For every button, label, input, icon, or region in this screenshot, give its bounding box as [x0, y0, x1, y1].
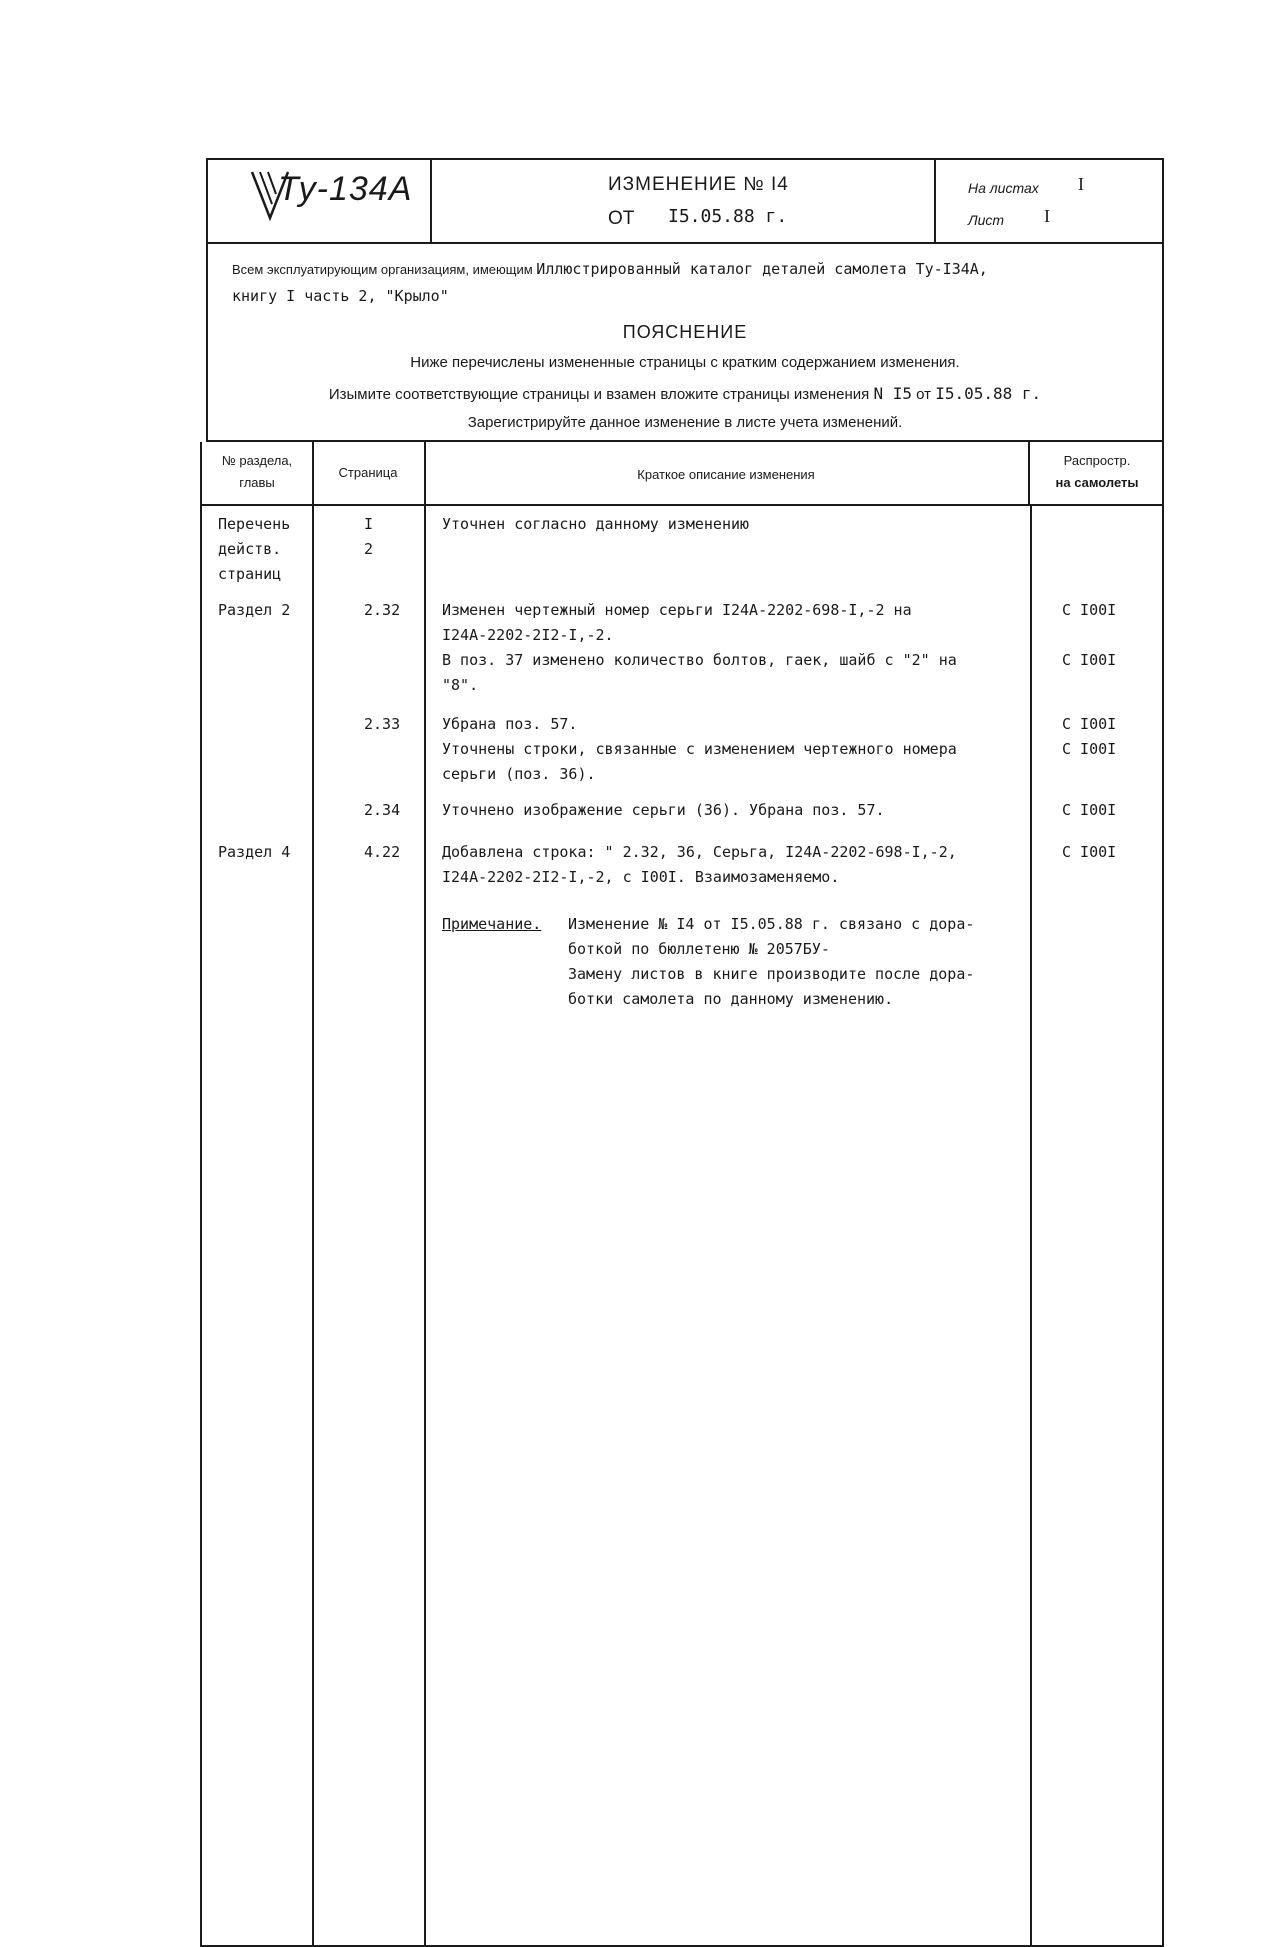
logo-text: Ту-134А [278, 170, 413, 208]
row-page: 2.32 [364, 601, 401, 619]
explanation-line2 [208, 384, 1162, 403]
line2-ot: от [916, 386, 932, 403]
row-page: 4.22 [364, 843, 401, 861]
row-description: Добавлена строка: " 2.32, 36, Серьга, I24А-2202-698-I,-2, I24А-2202-2I2-I,-2, с I00I. Взаимозаменяемо. [442, 843, 957, 886]
col-divider [312, 442, 314, 1945]
explanation-line1: Ниже перечислены измененные страницы с кратким содержанием изменения. [410, 354, 960, 371]
explanation-block [206, 242, 1164, 442]
note-text: Изменение № I4 от I5.05.88 г. связано с дора- боткой по бюллетеню № 2057БУ- Замену листов в книге производите после дора- ботки самолета по данному изменению. [568, 915, 975, 1008]
line2-text: Изымите соответствующие страницы и взамен вложите страницы изменения [328, 386, 870, 403]
sheets-cell [934, 160, 1162, 242]
row-aircraft: С I00I [1062, 651, 1117, 669]
row-aircraft: С I00I [1062, 801, 1117, 819]
row-description: Уточнен согласно данному изменению [442, 515, 750, 533]
row-aircraft: С I00I [1062, 601, 1117, 619]
address-prefix: Всем эксплуатирующим организациям, имеющим [232, 262, 533, 277]
row-page: 2.33 [364, 715, 401, 733]
row-description: Убрана поз. 57. [442, 715, 578, 733]
sheet-label: Лист [968, 212, 1005, 228]
row-aircraft: С I00I [1062, 843, 1117, 861]
row-aircraft: С I00I [1062, 740, 1117, 758]
row-page: 2.34 [364, 801, 401, 819]
explanation-heading: ПОЯСНЕНИЕ [622, 322, 748, 342]
row-page: I 2 [364, 515, 374, 558]
address-catalog: Иллюстрированный каталог деталей самолета Ту-I34А, [536, 260, 988, 278]
note-label: Примечание. [442, 915, 542, 933]
document-header [206, 158, 1164, 244]
th-page: Страница [338, 465, 398, 480]
th-aircraft-line1: Распростр. [1063, 453, 1131, 468]
change-date: I5.05.88 г. [668, 206, 788, 227]
changes-table [200, 442, 1164, 1947]
header-divider [202, 504, 1162, 506]
th-section-line1: № раздела, [221, 453, 293, 468]
col-divider [1030, 504, 1032, 1945]
sheets-label: На листах [968, 180, 1039, 196]
address-line2: книгу I часть 2, "Крыло" [232, 287, 449, 305]
row-description: В поз. 37 изменено количество болтов, гаек, шайб с "2" на "8". [442, 651, 957, 694]
th-section-line2: главы [239, 475, 275, 490]
sheet-value: I [1044, 206, 1050, 226]
change-ot-label: ОТ [608, 208, 635, 229]
col-divider [424, 442, 426, 1945]
row-section: Раздел 2 [218, 601, 291, 619]
row-description: Уточнено изображение серьги (36). Убрана поз. 57. [442, 801, 885, 819]
row-section: Раздел 4 [218, 843, 291, 861]
row-description: Изменен чертежный номер серьги I24А-2202-698-I,-2 на I24А-2202-2I2-I,-2. [442, 601, 912, 644]
th-description: Краткое описание изменения [637, 467, 815, 482]
explanation-line3: Зарегистрируйте данное изменение в листе учета изменений. [467, 414, 903, 431]
line2-date: I5.05.88 г. [935, 384, 1042, 403]
sheets-value: I [1078, 174, 1084, 194]
th-section [202, 450, 312, 494]
th-aircraft [1030, 450, 1164, 494]
th-aircraft-line2: на самолеты [1055, 475, 1139, 490]
row-aircraft: С I00I [1062, 715, 1117, 733]
logo-cell [208, 160, 432, 242]
row-section: Перечень действ. страниц [218, 515, 291, 583]
row-description: Уточнены строки, связанные с изменением чертежного номера серьги (поз. 36). [442, 740, 957, 783]
line2-number: N I5 [873, 384, 912, 403]
change-title: ИЗМЕНЕНИЕ № I4 [608, 174, 789, 195]
address-text [232, 256, 1152, 310]
